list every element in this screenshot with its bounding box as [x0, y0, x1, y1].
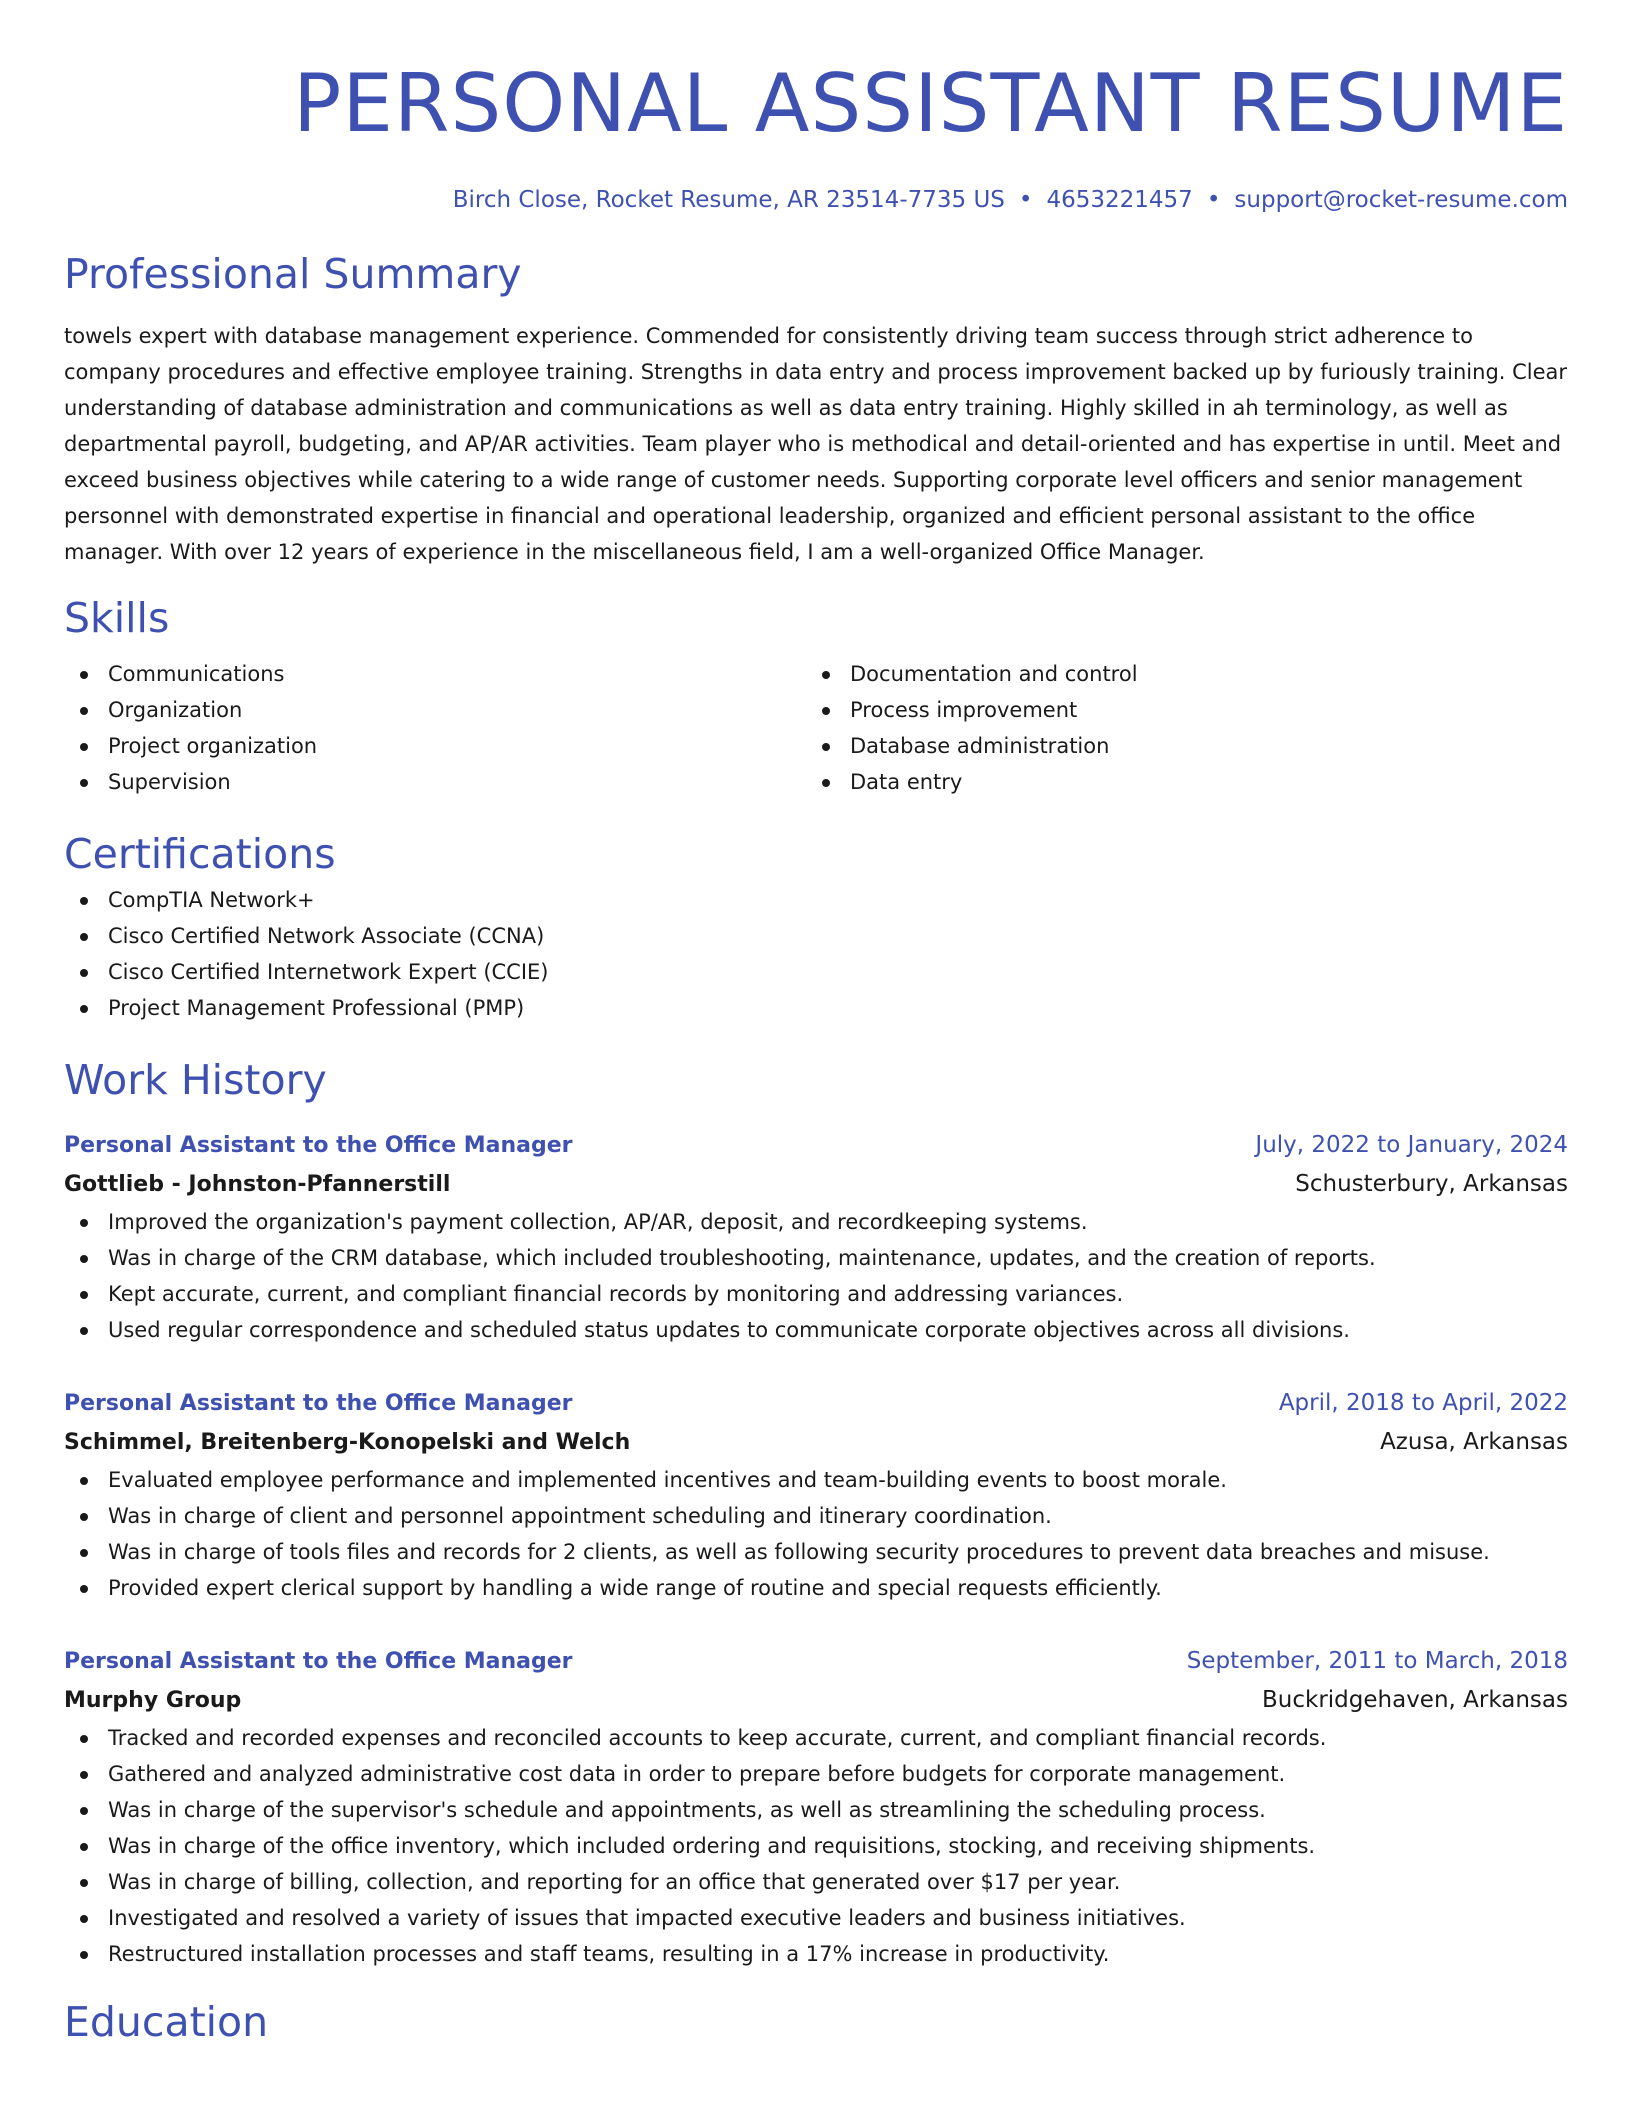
job-company-row — [64, 1681, 1568, 1720]
certifications-heading: Certifications — [64, 830, 336, 878]
job-bullet: Was in charge of the office inventory, which included ordering and requisitions, stocking, and receiving shipments. — [64, 1828, 1568, 1864]
job-bullet: Was in charge of the supervisor's schedule and appointments, as well as streamlining the scheduling process. — [64, 1792, 1568, 1828]
job-bullet: Evaluated employee performance and implemented incentives and team-building events to boost morale. — [64, 1462, 1568, 1498]
job-header-row — [64, 1642, 1568, 1681]
contact-phone: 4653221457 — [1046, 187, 1193, 213]
skill-item: Database administration — [806, 728, 1548, 764]
skill-item: Documentation and control — [806, 656, 1548, 692]
skill-item: Process improvement — [806, 692, 1548, 728]
job-location: Schusterbury, Arkansas — [1295, 1171, 1568, 1197]
job-company-row — [64, 1165, 1568, 1204]
certification-item: Project Management Professional (PMP) — [64, 990, 1568, 1026]
skills-grid — [64, 656, 1568, 800]
job-title: Personal Assistant to the Office Manager — [64, 1133, 573, 1158]
job-bullet: Provided expert clerical support by handling a wide range of routine and special requests efficiently. — [64, 1570, 1568, 1606]
education-heading: Education — [64, 1998, 269, 2046]
job-bullet: Improved the organization's payment collection, AP/AR, deposit, and recordkeeping systems. — [64, 1204, 1568, 1240]
job-dates: September, 2011 to March, 2018 — [1186, 1648, 1568, 1674]
job-location: Buckridgehaven, Arkansas — [1262, 1687, 1568, 1713]
job-dates: April, 2018 to April, 2022 — [1278, 1390, 1568, 1416]
skills-list-left — [64, 656, 806, 800]
job-company: Schimmel, Breitenberg-Konopelski and Welch — [64, 1430, 631, 1455]
job-company: Gottlieb - Johnston-Pfannerstill — [64, 1172, 451, 1197]
contact-address: Birch Close, Rocket Resume, AR 23514-7735 US — [452, 187, 1005, 213]
skills-list-right — [806, 656, 1548, 800]
certification-item: Cisco Certified Internetwork Expert (CCIE) — [64, 954, 1568, 990]
job-bullet: Was in charge of billing, collection, and reporting for an office that generated over $17 per year. — [64, 1864, 1568, 1900]
job-bullet: Kept accurate, current, and compliant financial records by monitoring and addressing variances. — [64, 1276, 1568, 1312]
job-location: Azusa, Arkansas — [1380, 1429, 1568, 1455]
job-bullets — [64, 1720, 1568, 1972]
job-header-row — [64, 1126, 1568, 1165]
summary-heading: Professional Summary — [64, 250, 522, 298]
job-bullet: Gathered and analyzed administrative cost data in order to prepare before budgets for corporate management. — [64, 1756, 1568, 1792]
work-history-heading: Work History — [64, 1056, 327, 1104]
job-company: Murphy Group — [64, 1688, 242, 1713]
job-title: Personal Assistant to the Office Manager — [64, 1649, 573, 1674]
job-entry — [64, 1384, 1568, 1606]
skill-item: Project organization — [64, 728, 806, 764]
resume-page — [64, 0, 1568, 2050]
job-header-row — [64, 1384, 1568, 1423]
skill-item: Data entry — [806, 764, 1548, 800]
job-bullet: Was in charge of the CRM database, which included troubleshooting, maintenance, updates, and the creation of reports. — [64, 1240, 1568, 1276]
skill-item: Supervision — [64, 764, 806, 800]
certifications-list — [64, 882, 1568, 1026]
job-dates: July, 2022 to January, 2024 — [1255, 1132, 1568, 1158]
certification-item: CompTIA Network+ — [64, 882, 1568, 918]
job-bullet: Restructured installation processes and staff teams, resulting in a 17% increase in productivity. — [64, 1936, 1568, 1972]
job-entry — [64, 1126, 1568, 1348]
skill-item: Organization — [64, 692, 806, 728]
skills-heading: Skills — [64, 594, 170, 642]
job-bullet: Used regular correspondence and scheduled status updates to communicate corporate objectives across all divisions. — [64, 1312, 1568, 1348]
contact-separator: • — [1018, 187, 1033, 213]
job-bullet: Was in charge of client and personnel appointment scheduling and itinerary coordination. — [64, 1498, 1568, 1534]
certification-item: Cisco Certified Network Associate (CCNA) — [64, 918, 1568, 954]
job-bullet: Was in charge of tools files and records for 2 clients, as well as following security procedures to prevent data breaches and misuse. — [64, 1534, 1568, 1570]
job-bullet: Tracked and recorded expenses and reconciled accounts to keep accurate, current, and compliant financial records. — [64, 1720, 1568, 1756]
job-bullet: Investigated and resolved a variety of issues that impacted executive leaders and business initiatives. — [64, 1900, 1568, 1936]
resume-title: PERSONAL ASSISTANT RESUME — [293, 57, 1568, 150]
summary-text: towels expert with database management experience. Commended for consistently driving team success through strict adherence to company procedures and effective employee training. Strengths in data entry and process improvement backed up by furiously training. Clear understanding of database administration and communications as well as data entry training. Highly skilled in ah terminology, as well as departmental payroll, budgeting, and AP/AR activities. Team player who is methodical and detail-oriented and has expertise in until. Meet and exceed business objectives while catering to a wide range of customer needs. Supporting corporate level officers and senior management personnel with demonstrated expertise in financial and operational leadership, organized and efficient personal assistant to the office manager. With over 12 years of experience in the miscellaneous field, I am a well-organized Office Manager. — [64, 324, 1568, 564]
job-bullets — [64, 1204, 1568, 1348]
contact-separator: • — [1206, 187, 1221, 213]
contact-line — [64, 184, 1568, 216]
skill-item: Communications — [64, 656, 806, 692]
job-bullets — [64, 1462, 1568, 1606]
job-company-row — [64, 1423, 1568, 1462]
contact-email[interactable]: support@rocket-resume.com — [1234, 187, 1568, 213]
job-entry — [64, 1642, 1568, 1972]
job-title: Personal Assistant to the Office Manager — [64, 1391, 573, 1416]
